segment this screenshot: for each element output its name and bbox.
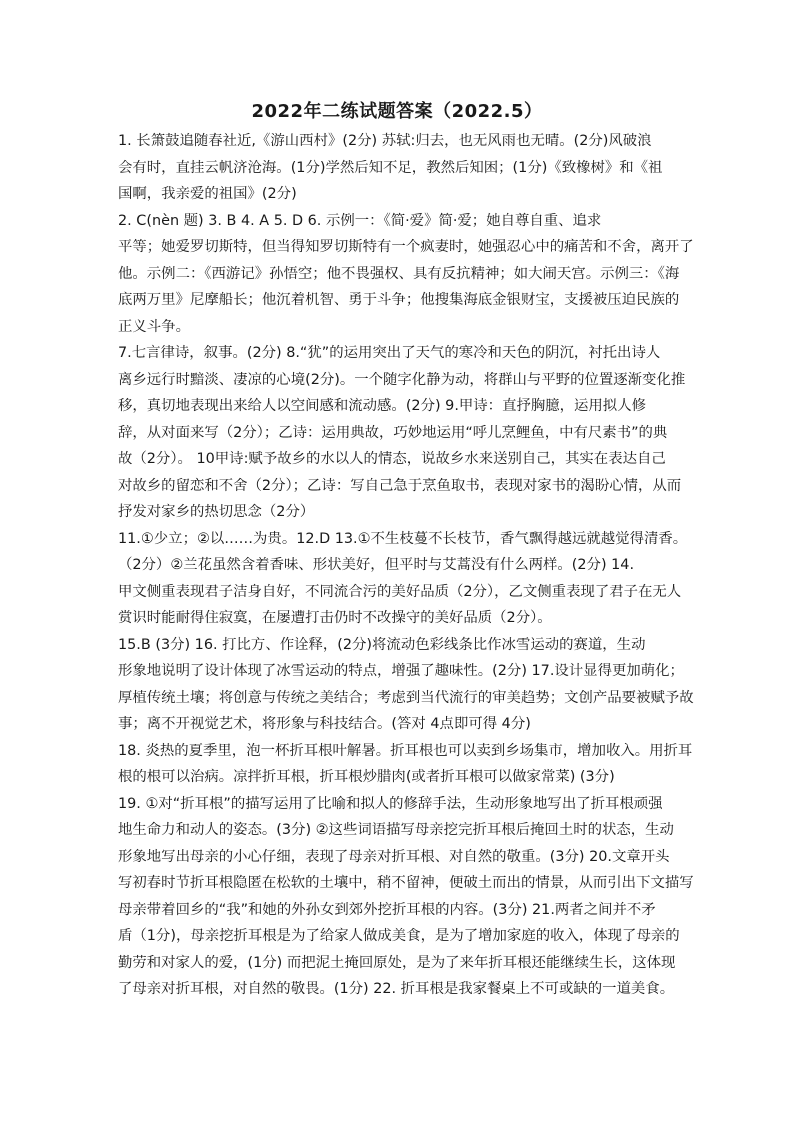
text-line: 根的根可以治病。凉拌折耳根，折耳根炒腊肉(或者折耳根可以做家常菜) (3分): [118, 769, 615, 785]
text-line: 抒发对家乡的热切思念（2分）: [118, 504, 315, 520]
text-line: 地生命力和动人的姿态。(3分) ②这些词语描写母亲挖完折耳根后掩回土时的状态，生动: [118, 822, 674, 838]
text-line: 2. C(nèn 题) 3. B 4. A 5. D 6. 示例一：《简·爱》简·爱；她自尊自重、追求: [118, 212, 602, 229]
text-line: 平等；她爱罗切斯特，但当得知罗切斯特有一个疯妻时，她强忍心中的痛苦和不舍，离开了: [118, 239, 694, 255]
text-line: 形象地说明了设计体现了冰雪运动的特点，增强了趣味性。(2分) 17.设计显得更加萌化；: [118, 663, 684, 679]
text-line: 甲文侧重表现君子洁身自好，不同流合污的美好品质（2分），乙文侧重表现了君子在无人: [118, 583, 682, 600]
text-line: 18. 炎热的夏季里，泡一杯折耳根叶解暑。折耳根也可以卖到乡场集市，增加收入。用折耳: [118, 742, 693, 759]
text-line: 离乡远行时黯淡、凄凉的心境(2分)。一个随字化静为动，将群山与平野的位置逐渐变化推: [118, 371, 686, 388]
text-line: 事；离不开视觉艺术，将形象与科技结合。(答对 4点即可得 4分): [118, 716, 531, 732]
text-line: 故（2分）。 10甲诗:赋予故乡的水以人的情态，说故乡水来送别自己，其实在表达自己: [118, 451, 666, 467]
text-line: 19. ①对“折耳根”的描写运用了比喻和拟人的修辞手法，生动形象地写出了折耳根顽强: [118, 795, 663, 812]
text-line: 会有时，直挂云帆济沧海。(1分)学然后知不足，教然后知困；(1分)《致橡树》和《祖: [118, 159, 663, 176]
text-line: 正义斗争。: [118, 318, 190, 335]
text-line: 15.B (3分) 16. 打比方、作诠释，(2分)将流动色彩线条比作冰雪运动的赛道，生动: [118, 636, 646, 653]
text-line: 形象地写出母亲的小心仔细，表现了母亲对折耳根、对自然的敬重。(3分) 20.文章开头: [118, 848, 670, 865]
document-title: 2022年二练试题答案（2022.5）: [251, 101, 543, 122]
text-line: 勤劳和对家人的爱，(1分) 而把泥土掩回原处，是为了来年折耳根还能继续生长，这体现: [118, 954, 676, 971]
text-line: 辞，从对面来写（2分）；乙诗：运用典故，巧妙地运用“呼儿烹鲤鱼，中有尺素书”的典: [118, 424, 668, 441]
text-line: 移，真切地表现出来给人以空间感和流动感。(2分) 9.甲诗：直抒胸臆，运用拟人修: [118, 398, 646, 414]
answer-text-body: [118, 128, 698, 1003]
text-line: 了母亲对折耳根，对自然的敬畏。(1分) 22. 折耳根是我家餐桌上不可或缺的一道美食。: [118, 981, 675, 997]
text-line: 赏识时能耐得住寂寞，在屡遭打击仍时不改操守的美好品质（2分）。: [118, 610, 552, 626]
text-line: 国啊，我亲爱的祖国》(2分): [118, 186, 297, 202]
text-line: 母亲带着回乡的“我”和她的外孙女到郊外挖折耳根的内容。(3分) 21.两者之间并不矛: [118, 901, 656, 918]
text-line: 11.①少立；②以……为贵。12.D 13.①不生枝蔓不长枝节，香气飘得越远就越觉得清香。: [118, 530, 688, 547]
text-line: 盾（1分)，母亲挖折耳根是为了给家人做成美食，是为了增加家庭的收入，体现了母亲的: [118, 928, 680, 944]
text-line: 对故乡的留恋和不舍（2分）；乙诗：写自己急于烹鱼取书，表现对家书的渴盼心情，从而: [118, 477, 682, 494]
text-line: 1. 长箫鼓追随春社近,《游山西村》(2分) 苏轼:归去，也无风雨也无晴。(2分)风破浪: [118, 133, 652, 149]
text-line: 7.七言律诗，叙事。(2分) 8.“犹”的运用突出了天气的寒冷和天色的阴沉，衬托出诗人: [118, 345, 661, 361]
text-line: 他。示例二：《西游记》孙悟空；他不畏强权、具有反抗精神；如大闹天宫。示例三：《海: [118, 265, 680, 282]
text-line: 底两万里》尼摩船长；他沉着机智、勇于斗争；他搜集海底金银财宝，支援被压迫民族的: [118, 292, 680, 308]
text-line: 写初春时节折耳根隐匿在松软的土壤中，稍不留神，便破土而出的情景，从而引出下文描写: [118, 875, 694, 891]
text-line: 厚植传统土壤；将创意与传统之美结合；考虑到当代流行的审美趋势；文创产品要被赋予故: [118, 689, 694, 706]
text-line: （2分）②兰花虽然含着香味、形状美好，但平时与艾蒿没有什么两样。(2分) 14.: [118, 557, 635, 573]
